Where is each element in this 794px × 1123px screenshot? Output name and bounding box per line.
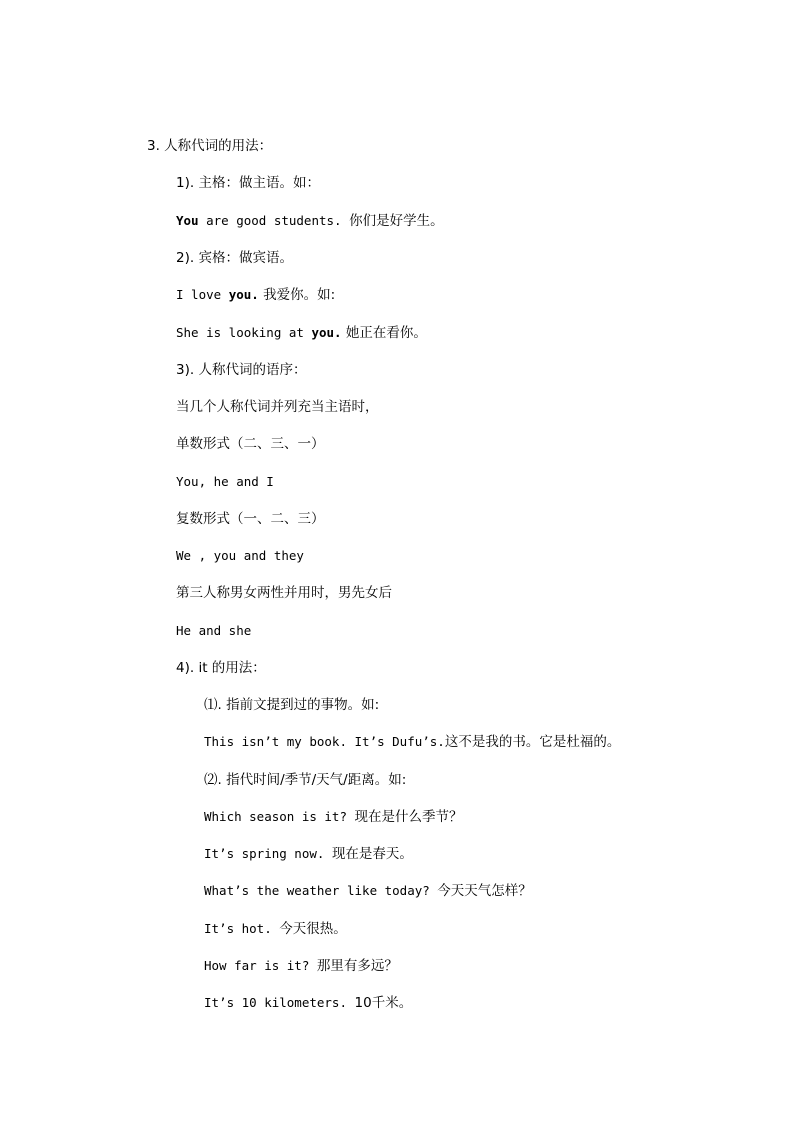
- example-chinese: 今天很热。: [279, 921, 347, 937]
- section-heading: 3. 人称代词的用法：: [147, 138, 273, 154]
- subject-case-title: 1). 主格：做主语。如：: [176, 175, 320, 191]
- example-chinese: 这不是我的书。它是杜福的。: [444, 734, 621, 750]
- example-english: This isn’t my book. It’s Dufu’s.: [204, 734, 445, 749]
- example-english: What’s the weather like today?: [204, 883, 438, 898]
- example-english: I love: [176, 287, 229, 302]
- example-chinese: 10千米。: [354, 995, 413, 1011]
- example-chinese: 现在是什么季节？: [354, 809, 463, 825]
- it-usage-title-text: 4). it 的用法：: [176, 660, 266, 676]
- it-example-row: [204, 995, 412, 1011]
- singular-form-label: 单数形式（二、三、一）: [176, 436, 325, 452]
- plural-form-label: 复数形式（一、二、三）: [176, 511, 325, 527]
- example-chinese: 我爱你。如:: [258, 287, 336, 303]
- word-order-intro: 当几个人称代词并列充当主语时，: [176, 399, 379, 415]
- example-chinese: 今天天气怎样？: [437, 883, 532, 899]
- example-english: It’s hot.: [204, 921, 280, 936]
- gender-order-rule: 第三人称男女两性并用时，男先女后: [176, 585, 392, 601]
- example-english: She is looking at: [176, 325, 312, 340]
- example-chinese: 她正在看你。: [341, 325, 427, 341]
- subject-case-example: [176, 213, 444, 229]
- word-order-title: 3). 人称代词的语序：: [176, 362, 307, 378]
- plural-form-example: We , you and they: [176, 548, 304, 563]
- it-usage-point-2: ⑵. 指代时间/季节/天气/距离。如:: [204, 772, 407, 788]
- it-example-row: [204, 921, 347, 937]
- example-english: How far is it?: [204, 958, 317, 973]
- example-english: Which season is it?: [204, 809, 355, 824]
- example-english: It’s spring now.: [204, 846, 332, 861]
- bold-pronoun: you.: [311, 325, 342, 340]
- it-usage-point-1: ⑴. 指前文提到过的事物。如:: [204, 697, 380, 713]
- it-example-row: [204, 809, 463, 825]
- it-example-row: [204, 958, 398, 974]
- it-usage-point-1-example: [204, 734, 620, 750]
- singular-form-example: You, he and I: [176, 474, 274, 489]
- object-case-example-1: [176, 287, 335, 303]
- bold-pronoun: You: [176, 213, 199, 228]
- example-chinese: 你们是好学生。: [349, 213, 444, 229]
- example-chinese: 现在是春天。: [331, 846, 413, 862]
- object-case-title: 2). 宾格：做宾语。: [176, 250, 293, 266]
- example-chinese: 那里有多远？: [316, 958, 398, 974]
- it-example-row: [204, 846, 413, 862]
- example-english: are good students.: [198, 213, 350, 228]
- object-case-example-2: [176, 325, 427, 341]
- gender-order-example: He and she: [176, 623, 252, 638]
- example-english: It’s 10 kilometers.: [204, 995, 355, 1010]
- it-example-row: [204, 883, 532, 899]
- it-usage-title: [176, 660, 266, 676]
- bold-pronoun: you.: [228, 287, 259, 302]
